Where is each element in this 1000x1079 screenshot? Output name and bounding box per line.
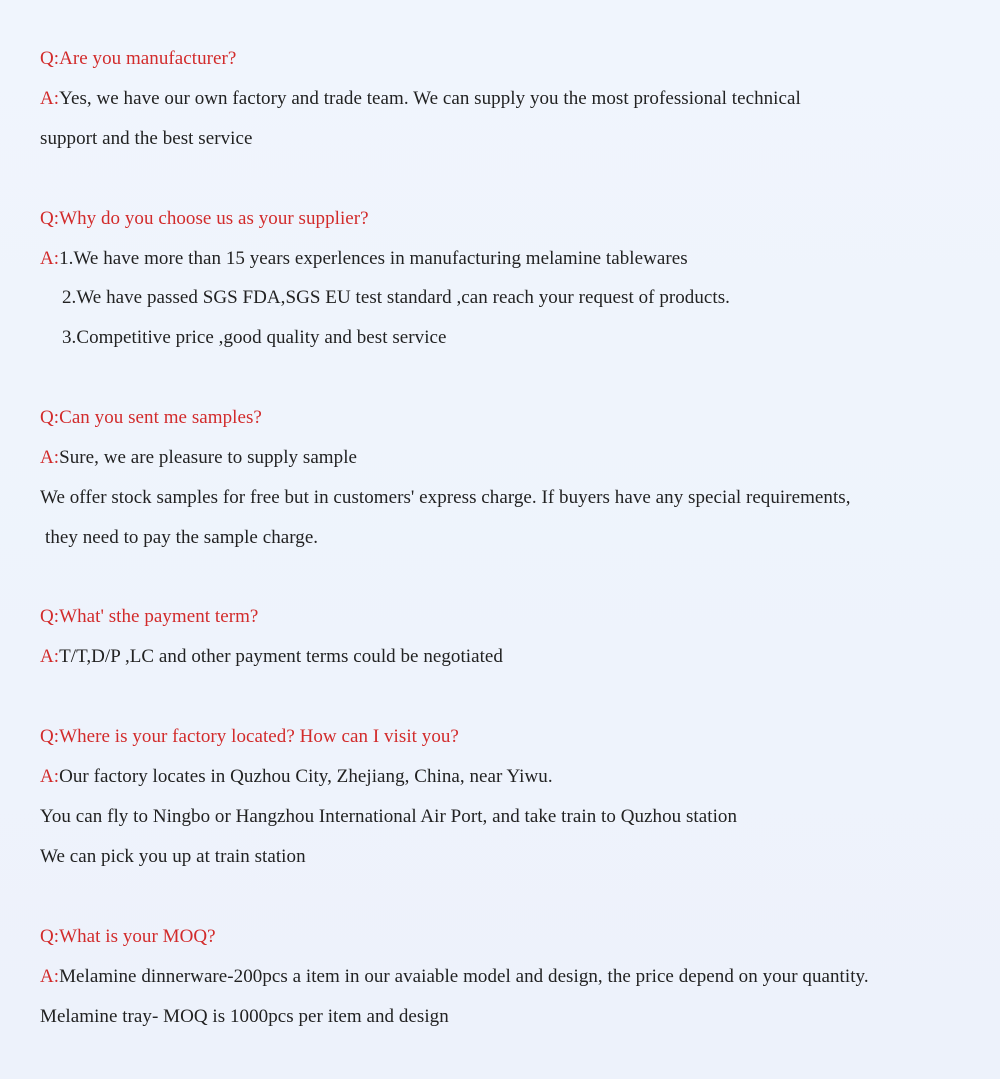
faq-question: Q:Can you sent me samples? bbox=[40, 407, 262, 428]
faq-answer-line bbox=[40, 765, 553, 789]
answer-prefix: A: bbox=[40, 248, 60, 269]
faq-answer-line bbox=[40, 87, 801, 111]
faq-question: Q:What is your MOQ? bbox=[40, 926, 216, 947]
faq-answer-line: they need to pay the sample charge. bbox=[45, 527, 319, 548]
answer-text: T/T,D/P ,LC and other payment terms could be negotiated bbox=[59, 646, 503, 667]
faq-answer-line bbox=[40, 965, 869, 989]
faq-question: Q:Are you manufacturer? bbox=[40, 48, 237, 69]
faq-question: Q:Why do you choose us as your supplier? bbox=[40, 208, 369, 229]
answer-text: Melamine dinnerware-200pcs a item in our avaiable model and design, the price depend on your quantity. bbox=[59, 966, 869, 987]
faq-answer-line: We can pick you up at train station bbox=[40, 846, 306, 867]
faq-answer-line: You can fly to Ningbo or Hangzhou International Air Port, and take train to Quzhou station bbox=[40, 806, 737, 827]
answer-prefix: A: bbox=[40, 966, 60, 987]
faq-answer-line bbox=[40, 645, 503, 669]
answer-text: 1.We have more than 15 years experlences in manufacturing melamine tablewares bbox=[59, 248, 688, 269]
faq-question: Q:Where is your factory located? How can I visit you? bbox=[40, 726, 459, 747]
answer-prefix: A: bbox=[40, 646, 60, 667]
faq-answer-line bbox=[40, 247, 688, 271]
answer-text: Yes, we have our own factory and trade team. We can supply you the most professional technical bbox=[59, 88, 801, 109]
faq-answer-line: support and the best service bbox=[40, 128, 253, 149]
faq-answer-line: 3.Competitive price ,good quality and best service bbox=[62, 327, 447, 348]
answer-text: Sure, we are pleasure to supply sample bbox=[59, 447, 358, 468]
answer-text: Our factory locates in Quzhou City, Zhejiang, China, near Yiwu. bbox=[59, 766, 553, 787]
faq-question: Q:What' sthe payment term? bbox=[40, 606, 259, 627]
faq-answer-line: 2.We have passed SGS FDA,SGS EU test standard ,can reach your request of products. bbox=[62, 287, 730, 308]
faq-answer-line: We offer stock samples for free but in customers' express charge. If buyers have any special requirements, bbox=[40, 487, 851, 508]
answer-prefix: A: bbox=[40, 447, 60, 468]
answer-prefix: A: bbox=[40, 766, 60, 787]
answer-prefix: A: bbox=[40, 88, 60, 109]
faq-answer-line: Melamine tray- MOQ is 1000pcs per item and design bbox=[40, 1006, 449, 1027]
faq-answer-line bbox=[40, 446, 357, 470]
